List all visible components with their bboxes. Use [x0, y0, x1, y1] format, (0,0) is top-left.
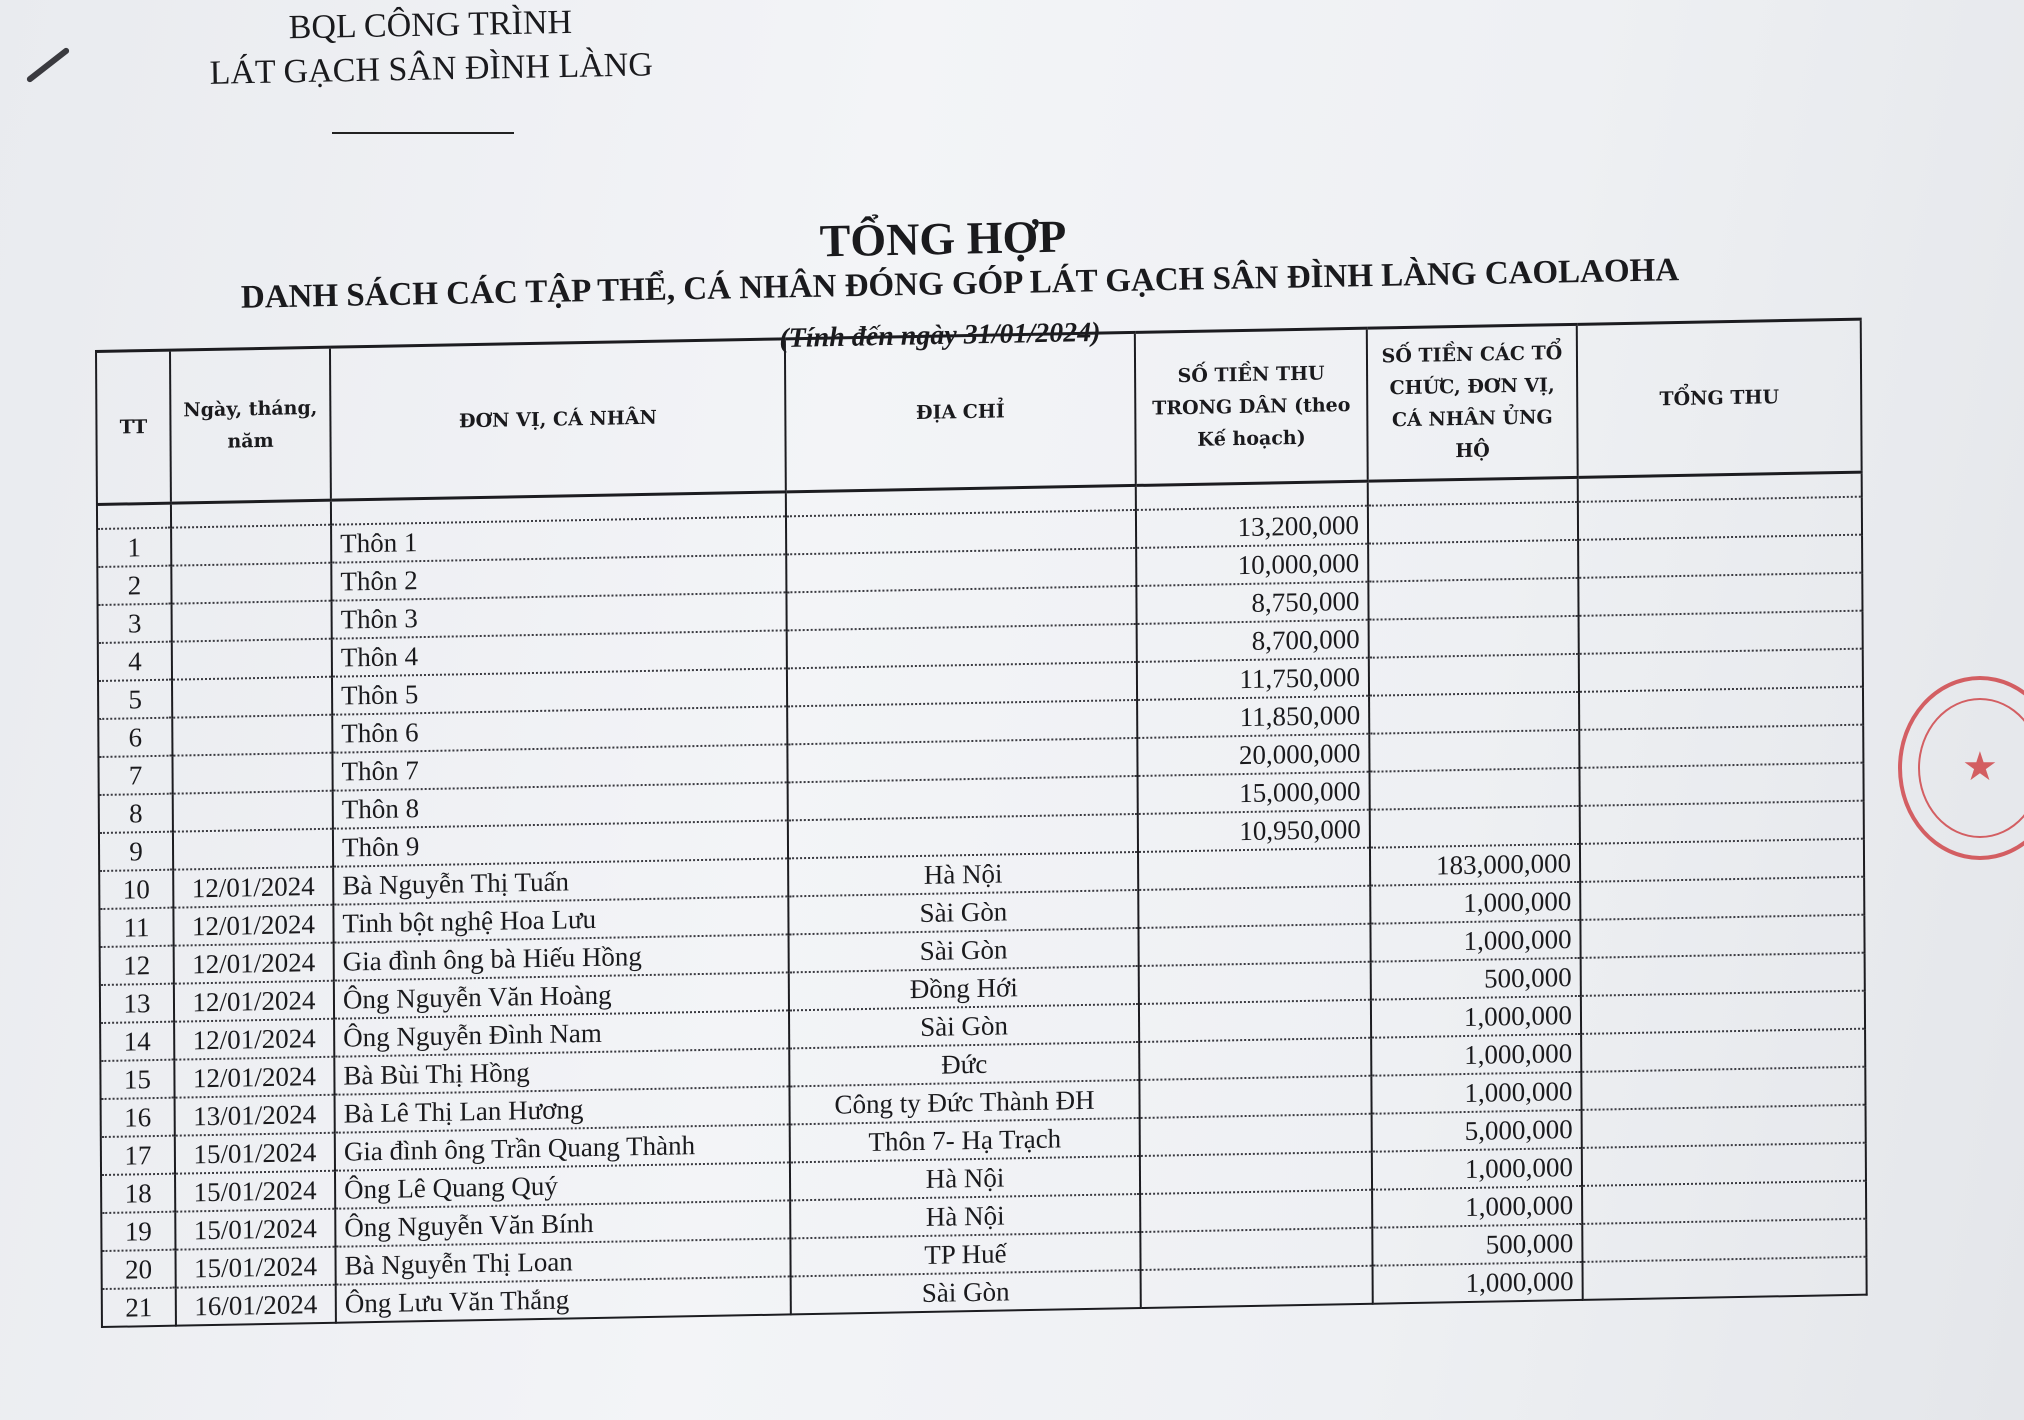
cell-support-amount: 500,000 — [1371, 958, 1581, 1000]
cell-address: Hà Nội — [788, 852, 1138, 896]
header-divider — [332, 132, 514, 134]
cell-total — [1580, 839, 1864, 882]
cell-name: Ông Nguyễn Văn Bính — [335, 1200, 790, 1246]
cell-date: 12/01/2024 — [173, 905, 333, 946]
cell-tt: 16 — [101, 1098, 175, 1137]
cell-name: Tinh bột nghệ Hoa Lưu — [333, 896, 788, 942]
cell-tt: 14 — [100, 1022, 174, 1061]
cell-village-amount: 15,000,000 — [1138, 772, 1370, 814]
cell-address — [788, 776, 1138, 820]
cell-village-amount: 11,850,000 — [1137, 696, 1369, 738]
cell-date: 12/01/2024 — [173, 867, 333, 908]
cell-tt: 13 — [100, 984, 174, 1023]
cell-support-amount — [1369, 616, 1579, 658]
cell-support-amount: 1,000,000 — [1370, 920, 1580, 962]
cell-tt: 20 — [102, 1250, 176, 1289]
cell-support-amount — [1368, 578, 1578, 620]
cell-support-amount — [1369, 692, 1579, 734]
cell-village-amount — [1140, 1114, 1372, 1156]
cell-total — [1578, 535, 1862, 578]
cell-total — [1580, 801, 1864, 844]
cell-address — [786, 510, 1136, 554]
cell-village-amount: 11,750,000 — [1137, 658, 1369, 700]
date-note: (Tính đến ngày 31/01/2024) — [779, 316, 1101, 355]
cell-address: Sài Gòn — [788, 890, 1138, 934]
cell-date — [172, 677, 332, 718]
cell-tt: 5 — [98, 680, 172, 719]
header-date: Ngày, tháng, năm — [170, 347, 331, 503]
cell-total — [1580, 915, 1864, 958]
cell-village-amount — [1140, 1152, 1372, 1194]
cell-address: Đức — [789, 1042, 1139, 1086]
cell-name: Thôn 4 — [332, 630, 787, 676]
cell-date — [171, 525, 331, 566]
cell-tt: 15 — [100, 1060, 174, 1099]
cell-village-amount — [1140, 1190, 1372, 1232]
cell-total — [1579, 687, 1863, 730]
cell-name: Ông Nguyễn Văn Hoàng — [334, 972, 789, 1018]
cell-total — [1579, 649, 1863, 692]
cell-support-amount — [1370, 806, 1580, 848]
cell-date — [171, 563, 331, 604]
cell-total — [1578, 497, 1862, 540]
header-address: ĐỊA CHỈ — [785, 332, 1136, 491]
cell-village-amount: 8,700,000 — [1137, 620, 1369, 662]
cell-name: Bà Lê Thị Lan Hương — [335, 1086, 790, 1132]
cell-village-amount — [1141, 1266, 1373, 1308]
cell-name: Thôn 1 — [331, 516, 786, 562]
cell-tt: 18 — [101, 1174, 175, 1213]
cell-support-amount: 1,000,000 — [1372, 1148, 1582, 1190]
cell-tt: 12 — [100, 946, 174, 985]
contribution-table-wrapper — [95, 318, 1866, 1328]
cell-name: Gia đình ông Trần Quang Thành — [335, 1124, 790, 1170]
cell-total — [1581, 1029, 1865, 1072]
cell-name: Bà Nguyễn Thị Tuấn — [333, 858, 788, 904]
cell-address — [788, 814, 1138, 858]
cell-support-amount: 1,000,000 — [1371, 1072, 1581, 1114]
cell-village-amount — [1139, 962, 1371, 1004]
cell-support-amount — [1368, 540, 1578, 582]
cell-total — [1582, 1105, 1866, 1148]
cell-address: Thôn 7- Hạ Trạch — [790, 1118, 1140, 1162]
cell-total — [1581, 953, 1865, 996]
cell-name: Ông Lưu Văn Thắng — [336, 1276, 791, 1322]
header-name: ĐƠN VỊ, CÁ NHÂN — [330, 339, 786, 500]
cell-name: Thôn 2 — [331, 554, 786, 600]
cell-support-amount — [1369, 654, 1579, 696]
cell-address: Sài Gòn — [789, 928, 1139, 972]
cell-village-amount — [1138, 886, 1370, 928]
cell-date — [173, 791, 333, 832]
cell-date: 12/01/2024 — [174, 1019, 334, 1060]
cell-village-amount: 8,750,000 — [1136, 582, 1368, 624]
cell-date — [172, 753, 332, 794]
cell-tt: 6 — [98, 718, 172, 757]
contribution-table — [95, 318, 1868, 1328]
cell-tt: 8 — [99, 794, 173, 833]
cell-address: Công ty Đức Thành ĐH — [789, 1080, 1139, 1124]
cell-village-amount — [1139, 1038, 1371, 1080]
star-icon: ★ — [1962, 744, 1998, 790]
cell-village-amount — [1139, 1076, 1371, 1118]
cell-tt: 4 — [98, 642, 172, 681]
cell-date: 15/01/2024 — [175, 1133, 335, 1174]
cell-address — [787, 662, 1137, 706]
cell-address: Hà Nội — [790, 1156, 1140, 1200]
cell-total — [1581, 1067, 1865, 1110]
cell-tt: 19 — [101, 1212, 175, 1251]
cell-support-amount: 183,000,000 — [1370, 844, 1580, 886]
cell-date: 13/01/2024 — [175, 1095, 335, 1136]
cell-tt: 10 — [99, 870, 173, 909]
cell-support-amount: 5,000,000 — [1372, 1110, 1582, 1152]
cell-tt: 17 — [101, 1136, 175, 1175]
org-line-2: LÁT GẠCH SÂN ĐÌNH LÀNG — [209, 46, 654, 92]
cell-total — [1579, 611, 1863, 654]
header-support-amount: SỐ TIỀN CÁC TỔ CHỨC, ĐƠN VỊ, CÁ NHÂN ỦNG HỘ — [1367, 324, 1578, 481]
cell-tt: 7 — [98, 756, 172, 795]
cell-village-amount — [1140, 1228, 1372, 1270]
cell-address: Sài Gòn — [791, 1270, 1141, 1314]
cell-support-amount: 1,000,000 — [1372, 1186, 1582, 1228]
official-seal — [1898, 676, 2024, 860]
cell-tt: 11 — [99, 908, 173, 947]
table-body — [97, 472, 1867, 1327]
cell-address: Sài Gòn — [789, 1004, 1139, 1048]
cell-name: Gia đình ông bà Hiếu Hồng — [334, 934, 789, 980]
cell-total — [1578, 573, 1862, 616]
cell-village-amount — [1138, 848, 1370, 890]
cell-tt: 3 — [98, 604, 172, 643]
cell-total — [1582, 1257, 1866, 1300]
document-subtitle: DANH SÁCH CÁC TẬP THỂ, CÁ NHÂN ĐÓNG GÓP LÁT GẠCH SÂN ĐÌNH LÀNG CAOLAOHA — [240, 252, 1680, 316]
cell-address — [786, 586, 1136, 630]
cell-support-amount — [1370, 768, 1580, 810]
cell-address: Hà Nội — [790, 1194, 1140, 1238]
cell-total — [1582, 1143, 1866, 1186]
cell-date: 12/01/2024 — [174, 981, 334, 1022]
cell-tt: 21 — [102, 1288, 176, 1327]
cell-support-amount: 1,000,000 — [1371, 996, 1581, 1038]
cell-tt: 2 — [97, 566, 171, 605]
cell-date: 15/01/2024 — [175, 1171, 335, 1212]
cell-support-amount: 1,000,000 — [1373, 1262, 1583, 1304]
cell-total — [1582, 1219, 1866, 1262]
cell-total — [1581, 991, 1865, 1034]
org-line-1: BQL CÔNG TRÌNH — [288, 3, 573, 47]
cell-name: Thôn 8 — [333, 782, 788, 828]
cell-name: Bà Nguyễn Thị Loan — [335, 1238, 790, 1284]
cell-address: TP Huế — [790, 1232, 1140, 1276]
cell-address — [786, 548, 1136, 592]
cell-date: 12/01/2024 — [174, 943, 334, 984]
cell-name: Thôn 9 — [333, 820, 788, 866]
cell-tt: 9 — [99, 832, 173, 871]
cell-support-amount: 500,000 — [1372, 1224, 1582, 1266]
cell-name: Thôn 5 — [332, 668, 787, 714]
cell-support-amount: 1,000,000 — [1371, 1034, 1581, 1076]
cell-total — [1582, 1181, 1866, 1224]
document-title: TỔNG HỢP — [819, 210, 1067, 267]
cell-date: 16/01/2024 — [176, 1285, 336, 1326]
cell-village-amount: 13,200,000 — [1136, 506, 1368, 548]
cell-address — [787, 738, 1137, 782]
cell-date — [172, 715, 332, 756]
organization-header — [200, 0, 662, 96]
cell-total — [1580, 877, 1864, 920]
cell-address — [787, 624, 1137, 668]
cell-support-amount — [1369, 730, 1579, 772]
cell-address: Đồng Hới — [789, 966, 1139, 1010]
cell-address — [787, 700, 1137, 744]
cell-date: 15/01/2024 — [175, 1247, 335, 1288]
cell-village-amount: 20,000,000 — [1137, 734, 1369, 776]
header-tt: TT — [96, 350, 171, 504]
cell-support-amount: 1,000,000 — [1370, 882, 1580, 924]
cell-name: Bà Bùi Thị Hồng — [334, 1048, 789, 1094]
cell-name: Ông Nguyễn Đình Nam — [334, 1010, 789, 1056]
cell-name: Thôn 7 — [332, 744, 787, 790]
cell-village-amount — [1138, 924, 1370, 966]
cell-village-amount: 10,000,000 — [1136, 544, 1368, 586]
header-village-amount: SỐ TIỀN THU TRONG DÂN (theo Kế hoạch) — [1135, 328, 1368, 485]
cell-date: 15/01/2024 — [175, 1209, 335, 1250]
cell-date — [173, 829, 333, 870]
cell-village-amount: 10,950,000 — [1138, 810, 1370, 852]
cell-name: Ông Lê Quang Quý — [335, 1162, 790, 1208]
cell-tt: 1 — [97, 528, 171, 567]
cell-total — [1579, 763, 1863, 806]
cell-name: Thôn 3 — [332, 592, 787, 638]
cell-name: Thôn 6 — [332, 706, 787, 752]
cell-date — [172, 601, 332, 642]
header-total: TỔNG THU — [1577, 319, 1862, 477]
pen-mark — [26, 47, 71, 84]
cell-village-amount — [1139, 1000, 1371, 1042]
cell-support-amount — [1368, 502, 1578, 544]
cell-date: 12/01/2024 — [174, 1057, 334, 1098]
cell-date — [172, 639, 332, 680]
cell-total — [1579, 725, 1863, 768]
